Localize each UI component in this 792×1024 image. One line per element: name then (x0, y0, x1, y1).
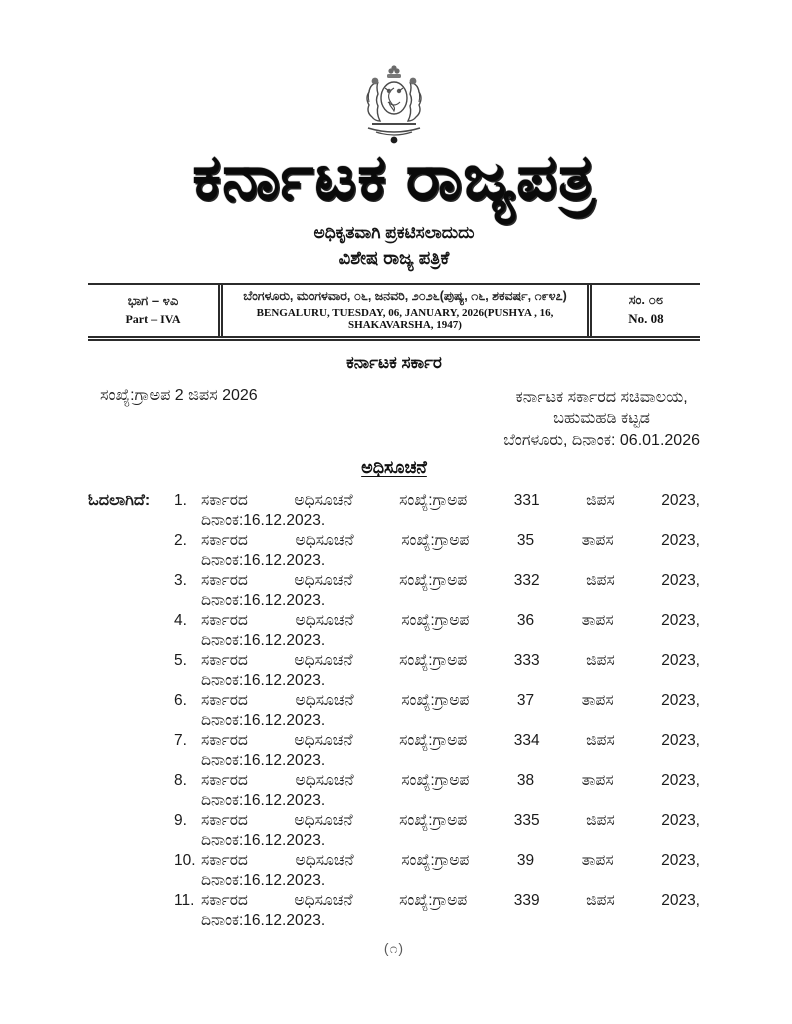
item-ref-year: 2023, (661, 892, 700, 910)
date-english: BENGALURU, TUESDAY, 06, JANUARY, 2026(PUSHYA , 16, SHAKAVARSHA, 1947) (256, 306, 554, 331)
list-item (174, 611, 700, 650)
item-text (201, 571, 700, 591)
item-word-number-prefix: ಸಂಖ್ಯೆ:ಗ್ರಾಅಪ (399, 812, 468, 830)
item-ref-type: ತಾಪಸ (581, 612, 614, 630)
part-english: Part – IVA (125, 311, 181, 326)
item-ref-number: 334 (513, 732, 540, 750)
item-ref-number: 38 (516, 772, 535, 790)
item-word-government: ಸರ್ಕಾರದ (201, 572, 248, 590)
item-word-number-prefix: ಸಂಖ್ಯೆ:ಗ್ರಾಅಪ (401, 772, 470, 790)
item-word-government: ಸರ್ಕಾರದ (201, 692, 248, 710)
item-date-line: ದಿನಾಂಕ:16.12.2023. (201, 871, 326, 889)
item-ref-year: 2023, (661, 852, 700, 870)
list-item-line1 (174, 691, 700, 711)
part-cell (88, 285, 218, 336)
list-item-line1 (174, 491, 700, 511)
issue-number-kannada: ಸಂ. ೦೮ (628, 292, 664, 308)
item-word-notification: ಅಧಿಸೂಚನೆ (295, 612, 354, 630)
published-by-authority-line: ಅಧಿಕೃತವಾಗಿ ಪ್ರಕಟಿಸಲಾದುದು (313, 222, 475, 242)
item-ref-type: ಜಿಪಸ (586, 572, 615, 590)
item-ref-type: ತಾಪಸ (581, 692, 614, 710)
item-ref-year: 2023, (661, 812, 700, 830)
item-date-line: ದಿನಾಂಕ:16.12.2023. (201, 591, 326, 609)
item-text (201, 851, 700, 871)
list-item-line1 (174, 571, 700, 591)
item-word-notification: ಅಧಿಸೂಚನೆ (294, 812, 353, 830)
item-ref-year: 2023, (661, 492, 700, 510)
item-word-notification: ಅಧಿಸೂಚನೆ (295, 852, 354, 870)
item-text (201, 731, 700, 751)
item-word-government: ಸರ್ಕಾರದ (201, 892, 248, 910)
date-cell (218, 285, 592, 336)
list-item-line1 (174, 731, 700, 751)
item-word-notification: ಅಧಿಸೂಚನೆ (294, 892, 353, 910)
item-word-notification: ಅಧಿಸೂಚನೆ (294, 732, 353, 750)
list-item (174, 491, 700, 530)
address-line-3: ಬೆಂಗಳೂರು, ದಿನಾಂಕ: 06.01.2026 (503, 431, 700, 449)
item-ref-type: ಜಿಪಸ (586, 892, 615, 910)
item-serial-number: 4. (174, 612, 187, 630)
item-word-number-prefix: ಸಂಖ್ಯೆ:ಗ್ರಾಅಪ (399, 492, 468, 510)
item-word-government: ಸರ್ಕಾರದ (201, 532, 248, 550)
date-kannada: ಬೆಂಗಳೂರು, ಮಂಗಳವಾರ, ೦೬, ಜನವರಿ, ೨೦೨೬(ಪುಷ್ಯ, ೧೬, ಶಕವರ್ಷ, ೧೯೪೭) (243, 288, 567, 303)
item-ref-type: ಜಿಪಸ (586, 492, 615, 510)
list-item (174, 691, 700, 730)
item-serial-number: 3. (174, 572, 187, 590)
item-ref-type: ಜಿಪಸ (586, 812, 615, 830)
item-word-notification: ಅಧಿಸೂಚನೆ (295, 532, 354, 550)
issue-number-english: No. 08 (628, 311, 664, 327)
item-ref-number: 36 (516, 612, 535, 630)
item-serial-number: 8. (174, 772, 187, 790)
special-gazette-line: ವಿಶೇಷ ರಾಜ್ಯ ಪತ್ರಿಕೆ (338, 247, 450, 268)
item-date-line: ದಿನಾಂಕ:16.12.2023. (201, 751, 326, 769)
item-serial-number: 9. (174, 812, 187, 830)
item-word-government: ಸರ್ಕಾರದ (201, 772, 248, 790)
item-date-line: ದಿನಾಂಕ:16.12.2023. (201, 911, 326, 929)
government-heading: ಕರ್ನಾಟಕ ಸರ್ಕಾರ (346, 352, 442, 372)
item-word-notification: ಅಧಿಸೂಚನೆ (295, 772, 354, 790)
item-serial-number: 2. (174, 532, 187, 550)
item-date-line: ದಿನಾಂಕ:16.12.2023. (201, 791, 326, 809)
item-date-line: ದಿನಾಂಕ:16.12.2023. (201, 671, 326, 689)
item-serial-number: 6. (174, 692, 187, 710)
item-date-line: ದಿನಾಂಕ:16.12.2023. (201, 511, 326, 529)
list-item-line1 (174, 771, 700, 791)
item-word-notification: ಅಧಿಸೂಚನೆ (294, 572, 353, 590)
item-ref-number: 37 (516, 692, 535, 710)
item-date-line: ದಿನಾಂಕ:16.12.2023. (201, 711, 326, 729)
item-word-notification: ಅಧಿಸೂಚನೆ (294, 492, 353, 510)
item-ref-type: ತಾಪಸ (581, 532, 614, 550)
item-date-line: ದಿನಾಂಕ:16.12.2023. (201, 551, 326, 569)
item-word-number-prefix: ಸಂಖ್ಯೆ:ಗ್ರಾಅಪ (399, 652, 468, 670)
item-word-government: ಸರ್ಕಾರದ (201, 732, 248, 750)
item-text (201, 651, 700, 671)
item-ref-type: ತಾಪಸ (581, 772, 614, 790)
item-ref-year: 2023, (661, 532, 700, 550)
item-text (201, 531, 700, 551)
address-line-2: ಬಹುಮಹಡಿ ಕಟ್ಟಡ (553, 410, 651, 428)
item-ref-year: 2023, (661, 572, 700, 590)
item-ref-number: 339 (513, 892, 540, 910)
secretariat-address (503, 387, 700, 452)
item-word-government: ಸರ್ಕಾರದ (201, 652, 248, 670)
list-item (174, 811, 700, 850)
item-word-notification: ಅಧಿಸೂಚನೆ (294, 652, 353, 670)
item-serial-number: 1. (174, 492, 187, 510)
item-text (201, 811, 700, 831)
item-word-notification: ಅಧಿಸೂಚನೆ (295, 692, 354, 710)
list-item (174, 771, 700, 810)
address-line-1: ಕರ್ನಾಟಕ ಸರ್ಕಾರದ ಸಚಿವಾಲಯ, (515, 388, 688, 406)
gazette-title: ಕರ್ನಾಟಕ ರಾಜ್ಯಪತ್ರ (192, 141, 596, 213)
item-word-number-prefix: ಸಂಖ್ಯೆ:ಗ್ರಾಅಪ (399, 732, 468, 750)
item-word-government: ಸರ್ಕಾರದ (201, 812, 248, 830)
item-ref-type: ತಾಪಸ (581, 852, 614, 870)
item-word-number-prefix: ಸಂಖ್ಯೆ:ಗ್ರಾಅಪ (401, 532, 470, 550)
item-ref-type: ಜಿಪಸ (586, 652, 615, 670)
reference-row (88, 387, 700, 452)
list-item-line1 (174, 891, 700, 911)
list-item (174, 651, 700, 690)
item-word-government: ಸರ್ಕಾರದ (201, 852, 248, 870)
page-number: (೧) (383, 940, 405, 957)
notification-heading: ಅಧಿಸೂಚನೆ (361, 457, 427, 478)
item-ref-year: 2023, (661, 732, 700, 750)
item-ref-year: 2023, (661, 612, 700, 630)
item-text (201, 491, 700, 511)
item-text (201, 611, 700, 631)
item-word-government: ಸರ್ಕಾರದ (201, 612, 248, 630)
item-text (201, 691, 700, 711)
item-ref-number: 39 (516, 852, 535, 870)
issue-number-cell (592, 285, 700, 336)
read-block (88, 491, 700, 931)
list-item (174, 571, 700, 610)
item-word-number-prefix: ಸಂಖ್ಯೆ:ಗ್ರಾಅಪ (401, 612, 470, 630)
item-serial-number: 10. (174, 852, 196, 870)
item-ref-number: 333 (513, 652, 540, 670)
item-ref-number: 331 (513, 492, 540, 510)
item-word-government: ಸರ್ಕಾರದ (201, 492, 248, 510)
emblem-wrap (88, 0, 700, 151)
list-item-line1 (174, 811, 700, 831)
item-serial-number: 11. (174, 892, 195, 910)
item-ref-number: 335 (513, 812, 540, 830)
list-item (174, 731, 700, 770)
item-word-number-prefix: ಸಂಖ್ಯೆ:ಗ್ರಾಅಪ (401, 692, 470, 710)
item-ref-year: 2023, (661, 772, 700, 790)
part-kannada: ಭಾಗ – ೪ಎ (127, 292, 179, 308)
read-list-items (174, 491, 700, 931)
list-item-line1 (174, 851, 700, 871)
item-serial-number: 7. (174, 732, 187, 750)
list-item (174, 891, 700, 930)
item-date-line: ದಿನಾಂಕ:16.12.2023. (201, 831, 326, 849)
header-rule-table (88, 283, 700, 341)
item-ref-type: ಜಿಪಸ (586, 732, 615, 750)
item-word-number-prefix: ಸಂಖ್ಯೆ:ಗ್ರಾಅಪ (401, 852, 470, 870)
item-ref-number: 35 (516, 532, 535, 550)
read-label: ಓದಲಾಗಿದೆ: (88, 492, 151, 510)
item-word-number-prefix: ಸಂಖ್ಯೆ:ಗ್ರಾಅಪ (399, 892, 468, 910)
list-item (174, 851, 700, 890)
item-serial-number: 5. (174, 652, 187, 670)
list-item-line1 (174, 611, 700, 631)
item-ref-year: 2023, (661, 692, 700, 710)
item-word-number-prefix: ಸಂಖ್ಯೆ:ಗ್ರಾಅಪ (399, 572, 468, 590)
item-text (201, 891, 700, 911)
item-ref-number: 332 (513, 572, 540, 590)
list-item-line1 (174, 651, 700, 671)
list-item-line1 (174, 531, 700, 551)
notification-ref-number: ಸಂಖ್ಯೆ:ಗ್ರಾಅಪ 2 ಜಿಪಸ 2026 (100, 386, 258, 404)
item-date-line: ದಿನಾಂಕ:16.12.2023. (201, 631, 326, 649)
item-text (201, 771, 700, 791)
item-ref-year: 2023, (661, 652, 700, 670)
list-item (174, 531, 700, 570)
